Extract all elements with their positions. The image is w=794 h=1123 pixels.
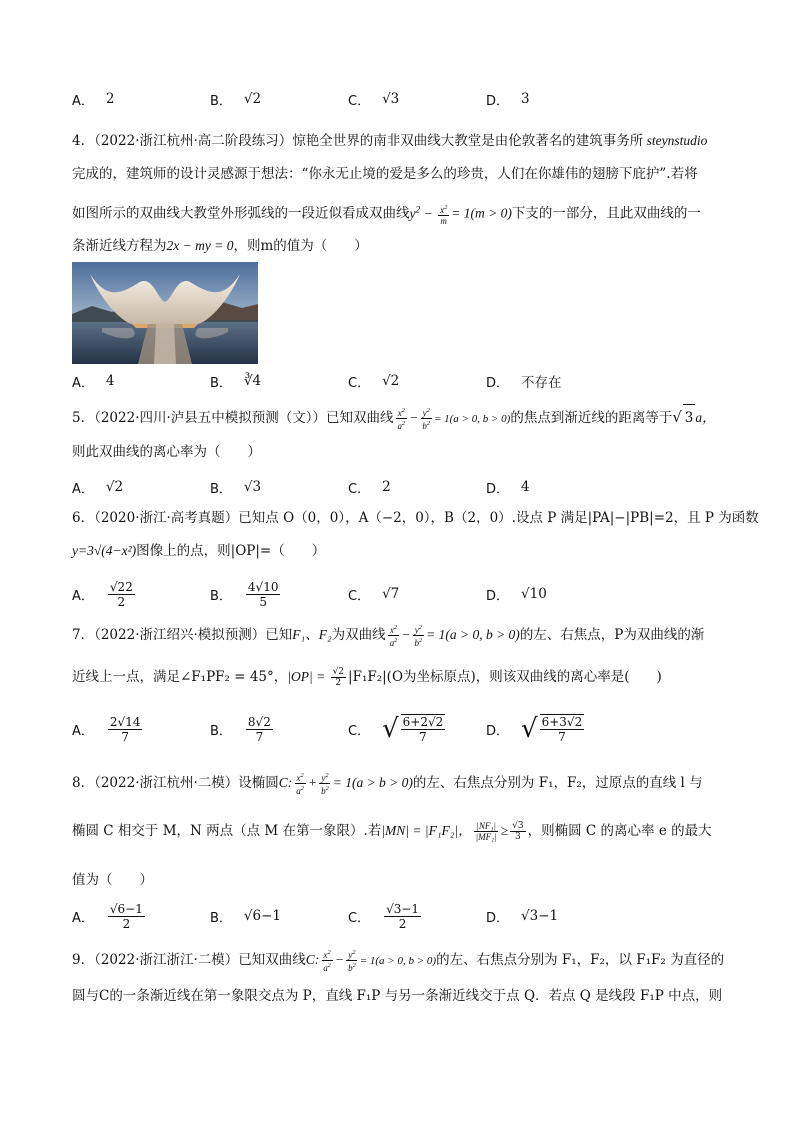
q3-option-a[interactable]: A． 2 (72, 91, 115, 109)
q5-option-a[interactable]: A． √2 (72, 479, 124, 497)
q8-line-2: 椭圆 C 相交于 M，N 两点（点 M 在第一象限）.若|MN| = |F₁F₂|， $\frac{\text{|NF₁|}}{\text{|MF₁|}}$ ≥ $\frac{√3}{3}$ ，则椭圆 C 的离心率 e 的最大 (72, 821, 712, 842)
q5-option-b[interactable]: B． √3 (210, 479, 262, 497)
q5-line-1: 5．（2022·四川·泸县五中模拟预测（文））已知双曲线 $\frac{x^2}{a^2}$ − $\frac{y^2}{b^2}$ = 1(a > 0, b > 0)的焦点到渐近线的距离等于 √ 3 a， (72, 404, 724, 432)
q7-option-d[interactable]: D． √ $\frac{6+3√2}{7}$ (486, 714, 583, 744)
q3-option-d[interactable]: D． 3 (486, 91, 530, 109)
q5-option-c[interactable]: C． 2 (348, 479, 391, 497)
q6-line-2: y=3√(4−x²)图像上的点，则|OP|=（ ） (72, 543, 326, 559)
q7-option-a[interactable]: A． $\frac{2√14}{7}$ (72, 714, 141, 744)
q6-option-c[interactable]: C． √7 (348, 586, 400, 604)
q6-options (72, 572, 724, 616)
q8-option-a[interactable]: A． $\frac{√6-1}{2}$ (72, 901, 143, 931)
q5-line-2: 则此双曲线的离心率为（ ） (72, 444, 261, 460)
q7-line-1: 7．（2022·浙江绍兴·模拟预测）已知F₁、F₂为双曲线 $\frac{x^2}{a^2}$ − $\frac{y^2}{b^2}$ = 1(a > 0, b > 0)的左、右焦点，P为双曲线的渐 (72, 624, 705, 648)
q8-option-b[interactable]: B． √6−1 (210, 908, 282, 926)
q4-option-d[interactable]: D． 不存在 (486, 375, 562, 391)
q9-line-2: 圆与C的一条渐近线在第一象限交点为 P，直线 F₁P 与另一条渐近线交于点 Q．若点 Q 是线段 F₁P 中点，则 (72, 988, 723, 1004)
q8-option-d[interactable]: D． √3−1 (486, 908, 559, 926)
q4-option-a[interactable]: A． 4 (72, 373, 115, 391)
q7-option-c[interactable]: C． √ $\frac{6+2√2}{7}$ (348, 714, 444, 744)
q7-options (72, 707, 724, 751)
q4-line-1: 4．（2022·浙江杭州·高二阶段练习）惊艳全世界的南非双曲线大教堂是由伦敦著名的建筑事务所 steynstudio (72, 133, 708, 149)
q8-options (72, 894, 724, 938)
q4-option-b[interactable]: B． ∛4 (210, 373, 262, 391)
q6-option-b[interactable]: B． $\frac{4√10}{5}$ (210, 579, 279, 609)
q4-line-2: 完成的，建筑师的设计灵感源于想法：“你永无止境的爱是多么的珍贵，人们在你雄伟的翅膀下庇护”.若将 (72, 166, 698, 182)
q6-option-d[interactable]: D． √10 (486, 586, 547, 604)
q3-option-b[interactable]: B． √2 (210, 91, 262, 109)
q4-options (72, 359, 724, 403)
q3-options (72, 88, 724, 132)
q3-option-c[interactable]: C． √3 (348, 91, 400, 109)
q5-option-d[interactable]: D． 4 (486, 479, 530, 497)
cathedral-photo (72, 262, 258, 364)
q7-option-b[interactable]: B． $\frac{8√2}{7}$ (210, 714, 271, 744)
q7-line-2: 近线上一点，满足∠F₁PF₂ = 45°，|OP| = $\frac{√2}{2}$ |F₁F₂|(O为坐标原点)，则该双曲线的离心率是( ) (72, 667, 662, 688)
q6-option-a[interactable]: A． $\frac{√22}{2}$ (72, 579, 133, 609)
q4-option-c[interactable]: C． √2 (348, 373, 400, 391)
q8-option-c[interactable]: C． $\frac{√3-1}{2}$ (348, 901, 420, 931)
q8-line-3: 值为（ ） (72, 872, 153, 888)
q4-line-3: 如图所示的双曲线大教堂外形弧线的一段近似看成双曲线$y^2$ − $\frac{x^2}{m}$ = 1(m > 0)下支的一部分，且此双曲线的一 (72, 203, 701, 226)
q5-options (72, 465, 724, 509)
q8-line-1: 8．（2022·浙江杭州·二模）设椭圆C: $\frac{x^2}{a^2}$ + $\frac{y^2}{b^2}$ = 1(a > b > 0)的左、右焦点分别为 F₁，F₂，过原点的直线 l 与 (72, 772, 703, 796)
q6-line-1: 6．（2020·浙江·高考真题）已知点 O（0，0），A（−2，0），B（2，0）.设点 P 满足|PA|−|PB|=2，且 P 为函数 (72, 510, 759, 526)
q9-line-1: 9．（2022·浙江浙江·二模）已知双曲线C: $\frac{x^2}{a^2}$ − $\frac{y^2}{b^2}$ = 1(a > 0, b > 0)的左、右焦点分别为 F₁，F₂，以 F₁F₂ 为直径的 (72, 949, 725, 973)
q4-line-4: 条渐近线方程为2x − my = 0，则m的值为（ ） (72, 238, 368, 254)
